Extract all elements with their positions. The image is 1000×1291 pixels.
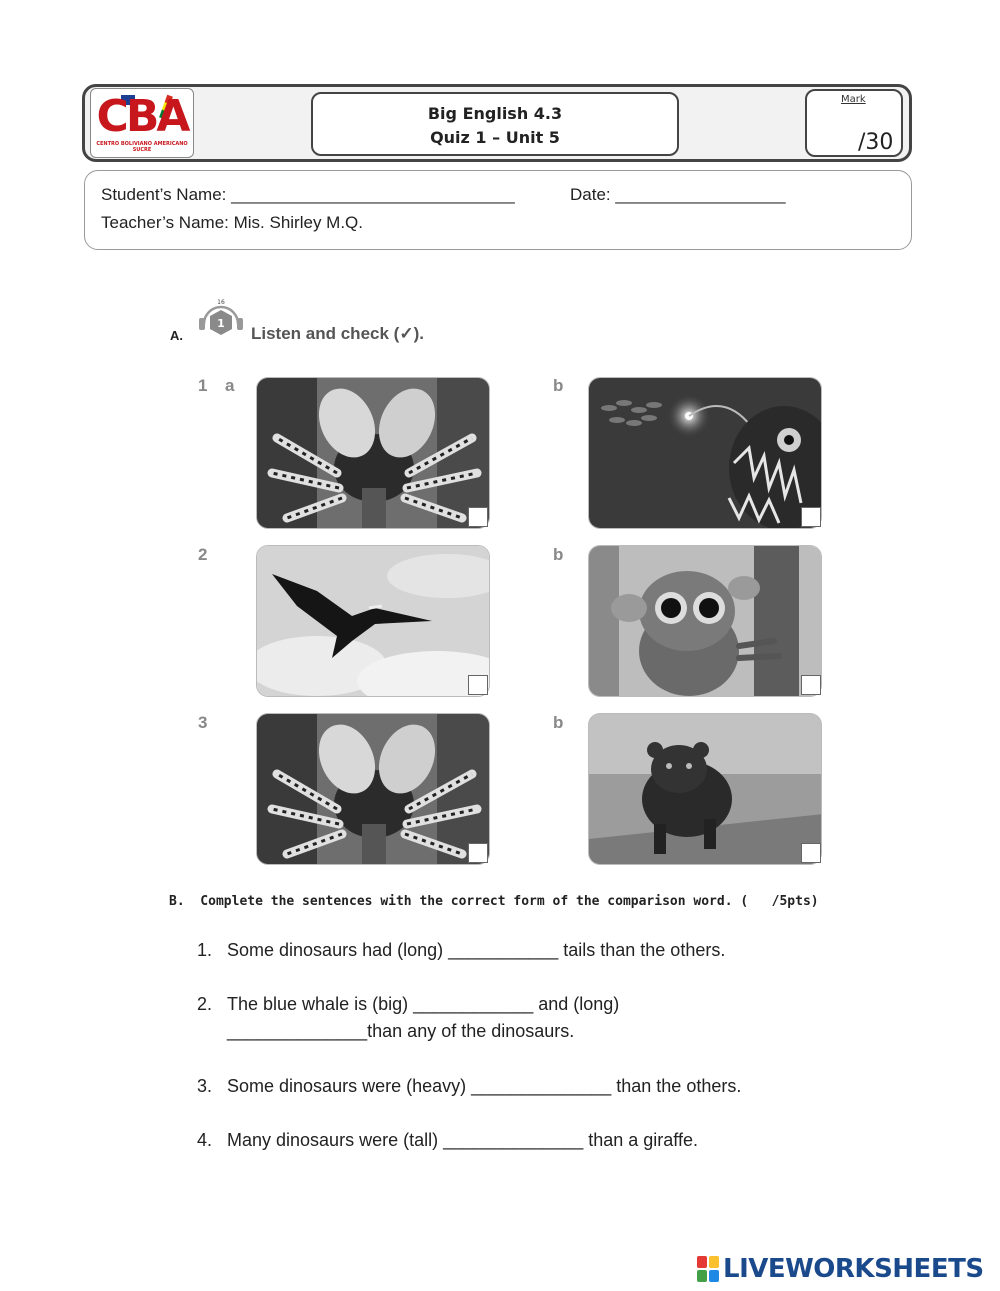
anglerfish-image (588, 377, 822, 529)
section-b-instruction: B. Complete the sentences with the correct form of the comparison word. ( /5pts) (169, 894, 819, 909)
row-1-label-b: b (553, 376, 564, 395)
sentence-2-text-continued[interactable]: ______________than any of the dinosaurs. (227, 1021, 575, 1041)
logo-subtitle: CENTRO BOLIVIANO AMERICANO SUCRE (96, 141, 188, 153)
row-3-option-b-checkbox[interactable] (801, 843, 821, 863)
row-2-label-b: b (553, 545, 564, 564)
row-1-number: 1 (198, 376, 208, 395)
date-field[interactable]: Date: __________________ (570, 185, 786, 204)
sentence-2-number: 2. (197, 994, 213, 1014)
audio-track-number: 16 (217, 299, 225, 306)
sentence-1-number: 1. (197, 940, 213, 960)
row-2-option-a-checkbox[interactable] (468, 675, 488, 695)
row-1-option-a-checkbox[interactable] (468, 507, 488, 527)
row-2-number: 2 (198, 545, 208, 564)
sentence-4-text[interactable]: Many dinosaurs were (tall) ______________ than a giraffe. (227, 1130, 698, 1150)
tasmanian-devil-image (588, 713, 822, 865)
audio-number: 1 (217, 317, 225, 330)
row-1-option-b-checkbox[interactable] (801, 507, 821, 527)
row-3-label-b: b (553, 713, 564, 732)
sentence-4-number: 4. (197, 1130, 213, 1150)
section-a-letter: A. (170, 328, 183, 343)
liveworksheets-brand (697, 1254, 984, 1284)
mark-total: /30 (858, 130, 894, 155)
logo-text: CBA (96, 91, 188, 142)
quiz-title-box (311, 92, 679, 156)
row-1-label-a: a (225, 376, 235, 395)
tarsier-image (588, 545, 822, 697)
teacher-name: Teacher’s Name: Mis. Shirley M.Q. (101, 213, 363, 232)
student-info-box (84, 170, 912, 250)
liveworksheets-logo-icon (697, 1256, 719, 1282)
brand-name: LIVEWORKSHEETS (723, 1254, 984, 1284)
section-a-instruction: Listen and check (✓). (251, 324, 424, 343)
coconut-crab-image-2 (256, 713, 490, 865)
sentence-1-text[interactable]: Some dinosaurs had (long) ___________ tails than the others. (227, 940, 726, 960)
row-3-option-a-checkbox[interactable] (468, 843, 488, 863)
coconut-crab-image (256, 377, 490, 529)
quiz-title: Quiz 1 – Unit 5 (430, 128, 560, 147)
sentence-3-number: 3. (197, 1076, 213, 1096)
student-name-field[interactable]: Student’s Name: ______________________________ (101, 185, 515, 204)
course-title: Big English 4.3 (427, 104, 563, 123)
audio-track-icon[interactable] (196, 298, 246, 338)
school-logo (90, 88, 194, 158)
sentence-2-text[interactable]: The blue whale is (big) ____________ and (long) (227, 994, 620, 1014)
sentence-3-text[interactable]: Some dinosaurs were (heavy) ______________ than the others. (227, 1076, 742, 1096)
row-3-number: 3 (198, 713, 208, 732)
row-2-option-b-checkbox[interactable] (801, 675, 821, 695)
mark-label: Mark (841, 94, 866, 105)
condor-image (256, 545, 490, 697)
